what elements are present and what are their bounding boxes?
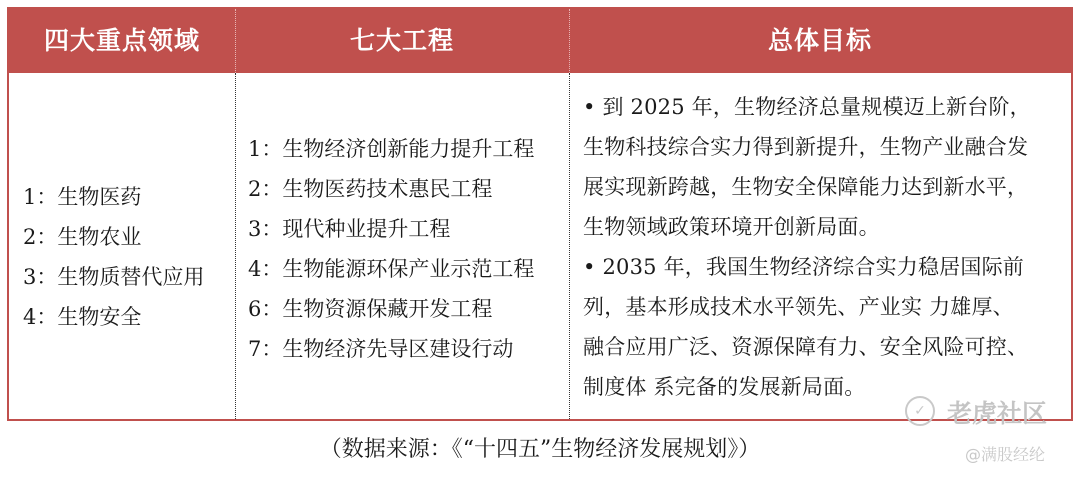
table-body-row <box>9 73 1071 419</box>
goal-line: • 2035 年，我国生物经济综合实力稳居国际前 <box>583 255 1024 279</box>
focus-area-item: 4：生物安全 <box>23 305 142 329</box>
focus-area-item: 1：生物医药 <box>23 185 142 209</box>
header-divider <box>235 9 236 73</box>
header-focus-areas: 四大重点领域 <box>43 26 200 55</box>
header-divider <box>569 9 570 73</box>
header-goals: 总体目标 <box>767 26 872 55</box>
goal-line: 展实现新跨越，生物安全保障能力达到新水平， <box>583 175 1029 199</box>
watermark-logo-icon: ✓ <box>905 396 935 426</box>
goal-line: 生物领域政策环境开创新局面。 <box>583 215 880 239</box>
focus-areas-cell <box>9 73 235 419</box>
project-item: 7：生物经济先导区建设行动 <box>248 337 514 361</box>
source-note: （数据来源：《“十四五”生物经济发展规划》） <box>319 437 761 462</box>
goal-line: 列，基本形成技术水平领先、产业实 力雄厚、 <box>583 295 1014 319</box>
table-header-row <box>9 9 1071 73</box>
projects-list <box>248 129 534 369</box>
goal-line: 融合应用广泛、资源保障有力、安全风险可控、 <box>583 335 1029 359</box>
project-item: 1：生物经济创新能力提升工程 <box>248 137 535 161</box>
project-item: 6：生物资源保藏开发工程 <box>248 297 493 321</box>
project-item: 2：生物医药技术惠民工程 <box>248 177 493 201</box>
watermark-handle: @满股经纶 <box>965 445 1046 464</box>
focus-area-item: 2：生物农业 <box>23 225 142 249</box>
goal-line: 生物科技综合实力得到新提升，生物产业融合发 <box>583 135 1029 159</box>
focus-area-item: 3：生物质替代应用 <box>23 265 205 289</box>
plan-table <box>7 7 1073 421</box>
focus-areas-list <box>23 177 204 337</box>
header-projects: 七大工程 <box>349 26 454 55</box>
project-item: 3：现代种业提升工程 <box>248 217 451 241</box>
watermark-name: 老虎社区 <box>947 399 1048 428</box>
goal-line: 制度体 系完备的发展新局面。 <box>583 375 866 399</box>
projects-cell <box>235 73 569 419</box>
project-item: 4：生物能源环保产业示范工程 <box>248 257 535 281</box>
goal-line: • 到 2025 年，生物经济总量规模迈上新台阶， <box>583 95 1031 119</box>
goals-cell <box>569 73 1071 419</box>
goals-text <box>583 87 1063 407</box>
